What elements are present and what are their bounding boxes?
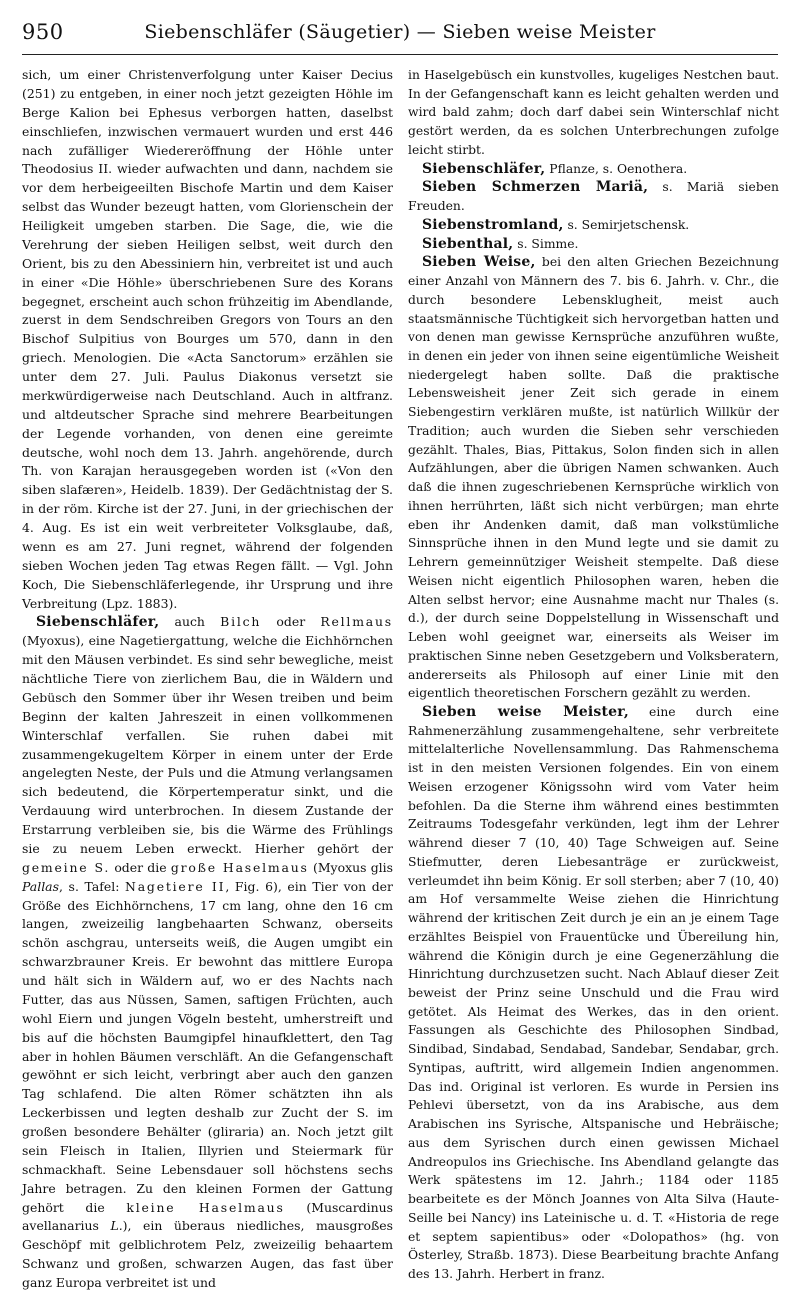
spaced-term: gemeine S. <box>22 859 111 875</box>
italic-author: Pallas <box>22 878 59 894</box>
entry-text: , Fig. 6), ein Tier von der Größe des Eichhörnchens, 17 cm lang, ohne den 16 cm langen, zweizeilig langbehaarten Schwanz, oberseits schön aschgrau, unterseits weiß, die Augen umgibt ein schwarzbrauner Kreis. Er bewohnt das mittlere Europa und hält sich in Wäldern auf, wo er des Nachts nach Futter, das aus Nüssen, Samen, saftigen Früchten, auch wohl Eiern und jungen Vögeln besteht, umherstreift und bis auf die höchsten Baumgipfel hinaufklettert, den Tag aber in hohlen Bäumen verschläft. An die Gefangenschaft gewöhnt er sich leicht, verbringt aber auch den ganzen Tag schlafend. Die alten Römer schätzten ihn als Leckerbissen und legten deshalb zur Zucht der S. im großen besondere Behälter (gliraria) an. Noch jetzt gilt sein Fleisch in Italien, Illyrien und Steiermark für schmackhaft. Seine Lebensdauer soll höchstens sechs Jahre betragen. Zu den kleinen Formen der Gattung gehört die <box>22 878 393 1215</box>
running-title: Siebenschläfer (Säugetier) — Sieben weise Meister <box>144 21 656 43</box>
entry-sieben-weise-meister <box>408 703 779 1284</box>
entry-headword: Sieben weise Meister, <box>422 703 629 720</box>
spaced-term: kleine Haselmaus <box>126 1199 285 1215</box>
page-number: 950 <box>22 20 64 44</box>
entry-text: , s. Tafel: <box>58 878 126 894</box>
entry-headword: Siebenschläfer, <box>422 160 546 177</box>
page-header <box>22 14 778 55</box>
entry-continuation-paragraph: in Haselgebüsch ein kunstvolles, kugeliges Nestchen baut. In der Gefangenschaft kann es leicht gehalten werden und wird bald zahm; doch darf dabei sein Winterschlaf nicht gestört werden, da es solchen Unterbrechungen zufolge leicht stirbt. <box>408 68 779 157</box>
xref-entry <box>408 216 779 235</box>
entry-siebenschlaefer <box>22 613 393 1293</box>
entry-text: bei den alten Griechen Bezeichnung einer Anzahl von Männern des 7. bis 6. Jahrh. v. Chr., die durch besondere Lebensklugheit, meist auch staatsmännische Tüchtigkeit sich hervorgetban hatten und von denen man gewisse Kernsprüche anzuführen wußte, in denen ein jeder von ihnen seine eigentümliche Weisheit niedergelegt haben sollte. Daß die praktische Lebensweisheit jener Zeit sich gerade in einem Siebengestirn verklären mußte, ist natürlich Willkür der Tradition; auch wurden die Sieben sehr verschieden gezählt. Thales, Bias, Pittakus, Solon finden sich in allen Aufzählungen, aber die übrigen Namen schwanken. Auch daß die ihnen zugeschriebenen Kernsprüche wirklich von ihnen herrührten, läßt sich nicht verbürgen; man ehrte eben ihr Andenken damit, daß man volkstümliche Sinnsprüche ihnen in den Mund legte und sie damit zu Lehrern gemeinnütziger Weisheit stempelte. Daß diese Weisen nicht eigentlich Philosophen waren, heben die Alten selbst hervor; eine Ausnahme macht nur Thales (s. d.), der durch seine Doppelstellung in Wissenschaft und Leben wohl geeignet war, einerseits als Weiser im praktischen Sinne neben Gesetzgebern und Volksberatern, andererseits als Philosoph auf einer Linie mit den eigentlich theoretischen Forschern gezählt zu werden. <box>408 255 779 701</box>
left-column <box>22 66 393 1293</box>
entry-text: ), ein überaus niedliches, mausgroßes Geschöpf mit gelblichrotem Pelz, zweizeilig behaartem Schwanz und großen, schwarzen Augen, das fast über ganz Europa verbreitet ist und <box>22 1218 394 1290</box>
entry-sieben-weise <box>408 253 779 703</box>
entry-text: auch <box>159 614 221 630</box>
xref-entry <box>408 160 779 179</box>
legend-continuation-paragraph: sich, um einer Christenverfolgung unter Kaiser Decius (251) zu entgeben, in einer noch jetzt gezeigten Höhle im Berge Kalion bei Ephesus verborgen hatten, daselbst einschliefen, inzwischen vermauert wurden und erst 446 nach zufälliger Wiedereröffnung der Höhle unter Theodosius II. wieder aufwachten und dann, nachdem sie vor dem herbeigeeilten Bischofe Martin und dem Kaiser selbst das Wunder bezeugt hatten, vom Glorienschein der Heiligkeit umgeben starben. Die Sage, die, wie die Verehrung der sieben Heiligen selbst, weit durch den Orient, bis zu den Abessiniern hin, verbreitet ist und auch in einer «Die Höhle» überschriebenen Sure des Korans begegnet, erscheint auch schon frühzeitig im Abendlande, zuerst in dem Sendschreiben Gregors von Tours an den Bischof Sulpitius von Bourges um 570, dann in den griech. Menologien. Die «Acta Sanctorum» erzählen sie unter dem 27. Juli. Paulus Diakonus versetzt sie merkwürdigerweise nach Deutschland. Auch in altfranz. und altdeutscher Sprache sind mehrere Bearbeitungen der Legende vorhanden, von denen eine gereimte deutsche, wohl noch dem 13. Jahrh. angehörende, durch Th. von Karajan herausgegeben worden ist («Von den siben slafæren», Heidelb. 1839). Der Gedächtnistag der S. in der röm. Kirche ist der 27. Juni, in der griechischen der 4. Aug. Es ist ein weit verbreiteter Volksglaube, daß, wenn es am 27. Juni regnet, während der folgenden sieben Wochen jeden Tag etwas Regen fällt. — Vgl. John Koch, Die Siebenschläferlegende, ihr Ursprung und ihre Verbreitung (Lpz. 1883). <box>22 67 393 611</box>
xref-text: Pflanze, s. Oenothera. <box>545 161 688 176</box>
entry-text: (Myoxus), eine Nagetiergattung, welche die Eichhörnchen mit den Mäusen verbindet. Es sind sehr bewegliche, meist nächtliche Tiere von zierlichem Bau, die in Wäldern und Gebüsch den Sommer über ihr Wesen treiben und beim Beginn der kalten Jahreszeit in einen vollkommenen Winterschlaf verfallen. Sie ruhen dabei mit zusammengekugeltem Körper in einem unter der Erde angelegten Neste, der Puls und die Atmung verlangsamen sich bedeutend, die Körpertemperatur sinkt, und die Verdauung wird unterbrochen. In diesem Zustande der Erstarrung verbleiben sie, bis die Wärme des Frühlings sie zu neuem Leben erweckt. Hierher gehört der <box>22 633 393 856</box>
spaced-term: Rellmaus <box>320 614 393 630</box>
entry-text: (Muscardinus avellanarius <box>22 1199 394 1234</box>
spaced-term: große Haselmaus <box>170 859 309 875</box>
entry-text: eine durch eine Rahmenerzählung zusammengehaltene, sehr verbreitete mittelalterliche Novellensammlung. Das Rahmenschema ist in den meisten Versionen folgendes. Ein von einem Weisen erzogener Königssohn wird vom Vater heim befohlen. Da die Sterne ihm während eines bestimmten Zeitraums Todesgefahr verkünden, legt ihm der Lehrer während dieser 7 (10, 40) Tage Schweigen auf. Seine Stiefmutter, deren Liebesanträge er zurückweist, verleumdet ihn beim König. Er soll sterben; aber 7 (10, 40) am Hof versammelte Weise ziehen die Hinrichtung während der kritischen Zeit durch je ein an je einem Tage erzähltes Beispiel von Frauentücke und Übereilung hin, während die Königin durch je eine Gegenerzählung die Hinrichtung durchzusetzen sucht. Nach Ablauf dieser Zeit beweist der Prinz seine Unschuld und die Frau wird getötet. Als Heimat des Werkes, das in den orient. Fassungen als Geschichte des Philosophen Sindbad, Sindibad, Sindabad, Sendabad, Sandebar, Sendabar, grch. Syntipas, auftritt, wird allgemein Indien angenommen. Das ind. Original ist verloren. Es wurde in Persien ins Pehlevi übersetzt, von da ins Arabische, aus dem Arabischen ins Syrische, Altspanische und Hebräische; aus dem Syrischen durch einen gewissen Michael Andreopulos ins Griechische. Ins Abendland gelangte das Werk spätestens im 12. Jahrh.; 1184 oder 1185 bearbeitete es der Mönch Joannes von Alta Silva (Haute-Seille bei Nancy) ins Lateinische u. d. T. «Historia de rege et septem sapientibus» oder «Dolopathos» (hg. von Österley, Straßb. 1873). Diese Bearbeitung brachte Anfang des 13. Jahrh. Herbert in franz. <box>408 704 780 1281</box>
entry-headword: Siebenthal, <box>422 235 514 252</box>
xref-text: s. Simme. <box>513 236 579 251</box>
entry-text: (Myoxus glis <box>308 859 394 875</box>
xref-text: s. Mariä sieben Freuden. <box>408 180 779 214</box>
entry-headword: Sieben Schmerzen Mariä, <box>422 179 649 196</box>
entry-headword: Siebenschläfer, <box>36 614 160 631</box>
right-column <box>408 66 779 1284</box>
xref-entry <box>408 178 779 215</box>
xref-entry <box>408 235 779 254</box>
entry-headword: Sieben Weise, <box>422 254 536 271</box>
plate-reference: Nagetiere II <box>125 878 226 894</box>
entry-headword: Siebenstromland, <box>422 216 564 233</box>
italic-author: L. <box>110 1218 123 1234</box>
entry-text: oder die <box>110 859 171 875</box>
spaced-term: Bilch <box>220 614 262 630</box>
xref-text: s. Semirjetschensk. <box>563 217 690 232</box>
entry-text: oder <box>261 614 321 630</box>
